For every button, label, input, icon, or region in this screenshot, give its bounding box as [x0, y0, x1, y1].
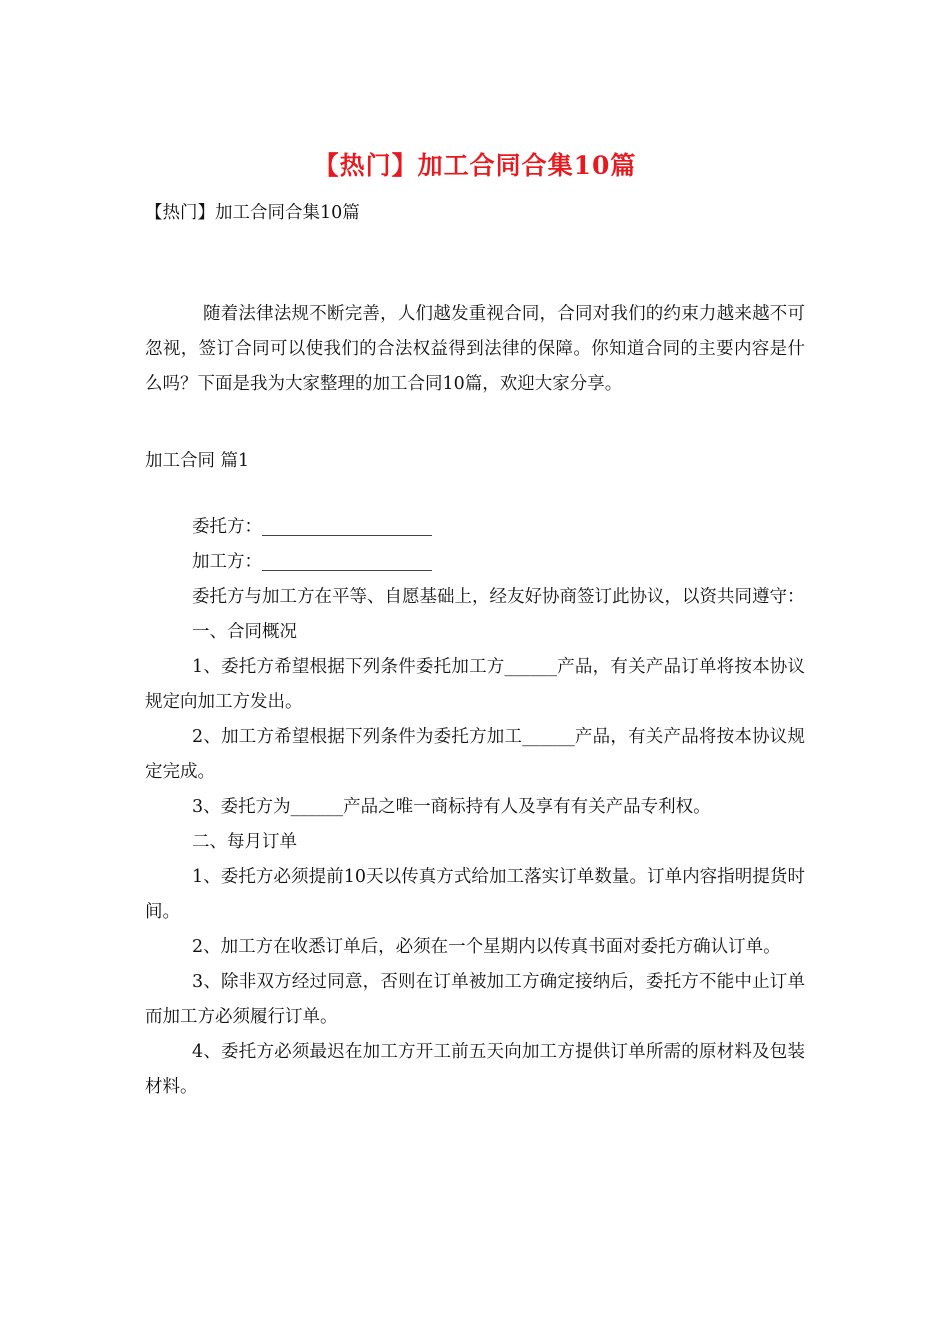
client-party-blank: [262, 517, 432, 536]
clause-heading: 二、每月订单: [192, 832, 297, 852]
contract-paragraph: 委托方与加工方在平等、自愿基础上，经友好协商签订此协议，以资共同遵守：: [192, 587, 805, 607]
client-party-label: 委托方：: [192, 517, 262, 537]
contract-paragraph: 2、加工方希望根据下列条件为委托方加工______产品，有关产品将按本协议规定完成。: [145, 727, 805, 782]
contract-paragraph: 3、委托方为______产品之唯一商标持有人及享有有关产品专利权。: [192, 797, 711, 817]
document-subtitle: 【热门】加工合同合集10篇: [145, 203, 360, 223]
contract-paragraph: 1、委托方必须提前10天以传真方式给加工落实订单数量。订单内容指明提货时间。: [145, 867, 805, 922]
section-heading: 加工合同 篇1: [145, 451, 250, 471]
contract-body: [145, 510, 805, 1105]
contract-paragraph: 3、除非双方经过同意，否则在订单被加工方确定接纳后，委托方不能中止订单而加工方必须履行订单。: [145, 972, 805, 1027]
contract-paragraph: 4、委托方必须最迟在加工方开工前五天向加工方提供订单所需的原材料及包装材料。: [145, 1042, 805, 1097]
document-title: 【热门】加工合同合集10篇: [313, 151, 637, 180]
contract-paragraph: 2、加工方在收悉订单后，必须在一个星期内以传真书面对委托方确认订单。: [192, 937, 781, 957]
processor-party-line: [145, 545, 805, 580]
intro-paragraph: 随着法律法规不断完善，人们越发重视合同，合同对我们的约束力越来越不可忽视，签订合同可以使我们的合法权益得到法律的保障。你知道合同的主要内容是什么吗？下面是我为大家整理的加工合同10篇，欢迎大家分享。: [145, 304, 805, 394]
processor-party-blank: [262, 552, 432, 571]
processor-party-label: 加工方：: [192, 552, 262, 572]
clause-heading: 一、合同概况: [192, 622, 297, 642]
client-party-line: [145, 510, 805, 545]
contract-paragraph: 1、委托方希望根据下列条件委托加工方______产品，有关产品订单将按本协议规定向加工方发出。: [145, 657, 805, 712]
